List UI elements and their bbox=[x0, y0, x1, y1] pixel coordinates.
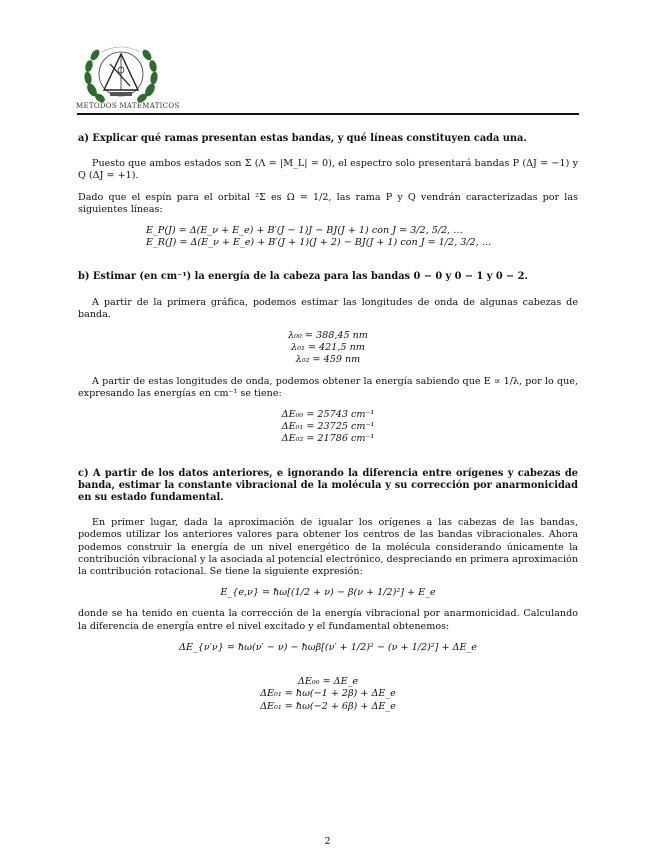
section-a-paragraph-1: Puesto que ambos estados son Σ (Λ = |M_L| = 0), el espectro solo presentará bandas P (ΔJ = −1) y Q (ΔJ = +1). bbox=[78, 158, 578, 182]
equation-branch-p: E_P(J) = Δ(E_ν + E_e) + B′(J − 1)J − BJ(J + 1) con J = 3/2, 5/2, … bbox=[146, 225, 463, 237]
equation-delta-e-02: ΔE₀₁ = ħω(−2 + 6β) + ΔE_e bbox=[260, 700, 396, 712]
section-c-title: c) A partir de los datos anteriores, e ignorando la diferencia entre orígenes y cabezas de banda, estimar la constante vibracional de la molécula y su corrección por anarmonicidad en su estado fundamental. bbox=[78, 467, 578, 504]
main-content bbox=[78, 133, 578, 713]
wavelength-00: λ₀₀ = 388,45 nm bbox=[288, 330, 368, 342]
logo-caption: METODOS MATEMATICOS bbox=[76, 102, 180, 110]
energy-00: ΔE₀₀ = 25743 cm⁻¹ bbox=[281, 409, 375, 421]
header-rule bbox=[77, 113, 579, 115]
section-b-paragraph-1: A partir de la primera gráfica, podemos estimar las longitudes de onda de algunas cabezas de banda. bbox=[78, 296, 578, 320]
section-b-paragraph-2: A partir de estas longitudes de onda, podemos obtener la energía sabiendo que E ∝ 1/λ, por lo que, expresando las energías en cm⁻¹ se tiene: bbox=[78, 375, 578, 399]
equation-vibrational-energy: E_{e,ν} = ħω[(1/2 + ν) − β(ν + 1/2)²] + E_e bbox=[220, 587, 436, 599]
section-a-paragraph-2: Dado que el espín para el orbital ²Σ es Ω = 1/2, las rama P y Q vendrán caracterizadas por las siguientes líneas: bbox=[78, 191, 578, 215]
section-c-paragraph-1: En primer lugar, dada la aproximación de igualar los orígenes a las cabezas de las bandas, podemos utilizar los anteriores valores para obtener los centros de las bandas vibracionales. Ahora podemos construir la energía de un nivel energético de la molécula considerando únicamente la contribución vibracional y la asociada al potencial electrónico, despreciando en primera aproximación la contribución rotacional. Se tiene la siguiente expresión: bbox=[78, 517, 578, 578]
energy-02: ΔE₀₂ = 21786 cm⁻¹ bbox=[281, 433, 375, 445]
page-number: 2 bbox=[324, 836, 331, 847]
section-c-paragraph-2: donde se ha tenido en cuenta la corrección de la energía vibracional por anarmonicidad. Calculando la diferencia de energía entre el nivel excitado y el fundamental obtenemos: bbox=[78, 608, 578, 632]
section-a-title: a) Explicar qué ramas presentan estas bandas, y qué líneas constituyen cada una. bbox=[78, 133, 527, 144]
equation-energy-difference: ΔE_{ν′ν} = ħω(ν′ − ν) − ħωβ[(ν′ + 1/2)² − (ν + 1/2)²] + ΔE_e bbox=[179, 641, 477, 653]
wavelength-02: λ₀₂ = 459 nm bbox=[295, 354, 361, 366]
equation-delta-e-01: ΔE₀₁ = ħω(−1 + 2β) + ΔE_e bbox=[260, 688, 396, 700]
equation-delta-e-00: ΔE₀₀ = ΔE_e bbox=[297, 676, 359, 688]
equation-branch-r: E_R(J) = Δ(E_ν + E_e) + B′(J + 1)(J + 2) − BJ(J + 1) con J = 1/2, 3/2, … bbox=[146, 237, 492, 249]
energy-01: ΔE₀₁ = 23725 cm⁻¹ bbox=[281, 421, 375, 433]
section-b-title: b) Estimar (en cm⁻¹) la energía de la cabeza para las bandas 0 − 0 y 0 − 1 y 0 − 2. bbox=[78, 271, 528, 283]
wavelength-01: λ₀₁ = 421,5 nm bbox=[291, 342, 365, 354]
